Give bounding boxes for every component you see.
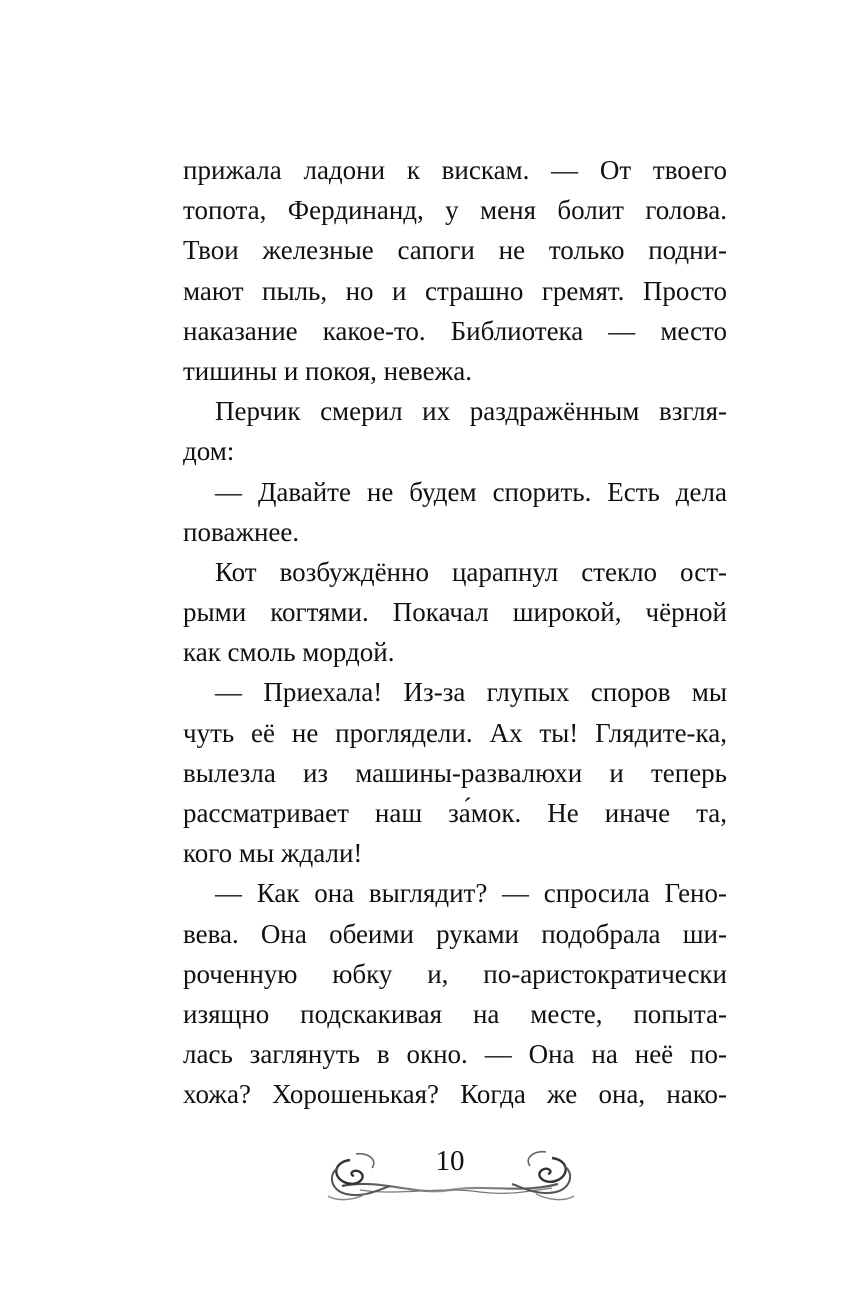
- text-line: рассматривает наш за́мок. Не иначе та,: [183, 798, 727, 828]
- text-line: топота, Фердинанд, у меня болит голова.: [183, 195, 727, 226]
- page-number: 10: [435, 1145, 465, 1177]
- text-line: наказание какое-то. Библиотека — место: [183, 315, 727, 346]
- page-footer: [320, 1138, 580, 1210]
- text-line: роченную юбку и, по-аристократически: [183, 958, 727, 989]
- text-line: Перчик смерил их раздражённым взгля-: [215, 396, 727, 427]
- text-line: как смоль мордой.: [183, 637, 395, 668]
- text-line: рыми когтями. Покачал широкой, чёрной: [183, 597, 727, 628]
- text-line: вева. Она обеими руками подобрала ши-: [183, 918, 727, 949]
- text-line: вылезла из машины-развалюхи и теперь: [183, 757, 727, 788]
- text-line: мают пыль, но и страшно гремят. Просто: [183, 275, 727, 306]
- text-line: Твои железные сапоги не только подни-: [183, 235, 727, 266]
- text-line: — Давайте не будем спорить. Есть дела: [215, 476, 727, 507]
- text-line: Кот возбуждённо царапнул стекло ост-: [215, 556, 727, 587]
- text-line: хожа? Хорошенькая? Когда же она, нако-: [183, 1079, 727, 1110]
- body-text: [183, 150, 727, 1115]
- text-line: чуть её не проглядели. Ах ты! Глядите-ка,: [183, 717, 727, 748]
- text-line: лась заглянуть в окно. — Она на неё по-: [183, 1039, 727, 1070]
- text-line: поважнее.: [183, 516, 300, 547]
- text-line: прижала ладони к вискам. — От твоего: [183, 155, 727, 185]
- text-line: изящно подскакивая на месте, попыта-: [183, 998, 727, 1029]
- text-line: дом:: [183, 436, 235, 467]
- text-line: тишины и покоя, невежа.: [183, 355, 473, 386]
- text-line: — Приехала! Из-за глупых споров мы: [215, 677, 727, 708]
- text-line: кого мы ждали!: [183, 838, 363, 869]
- text-line: — Как она выглядит? — спросила Гено-: [215, 878, 727, 909]
